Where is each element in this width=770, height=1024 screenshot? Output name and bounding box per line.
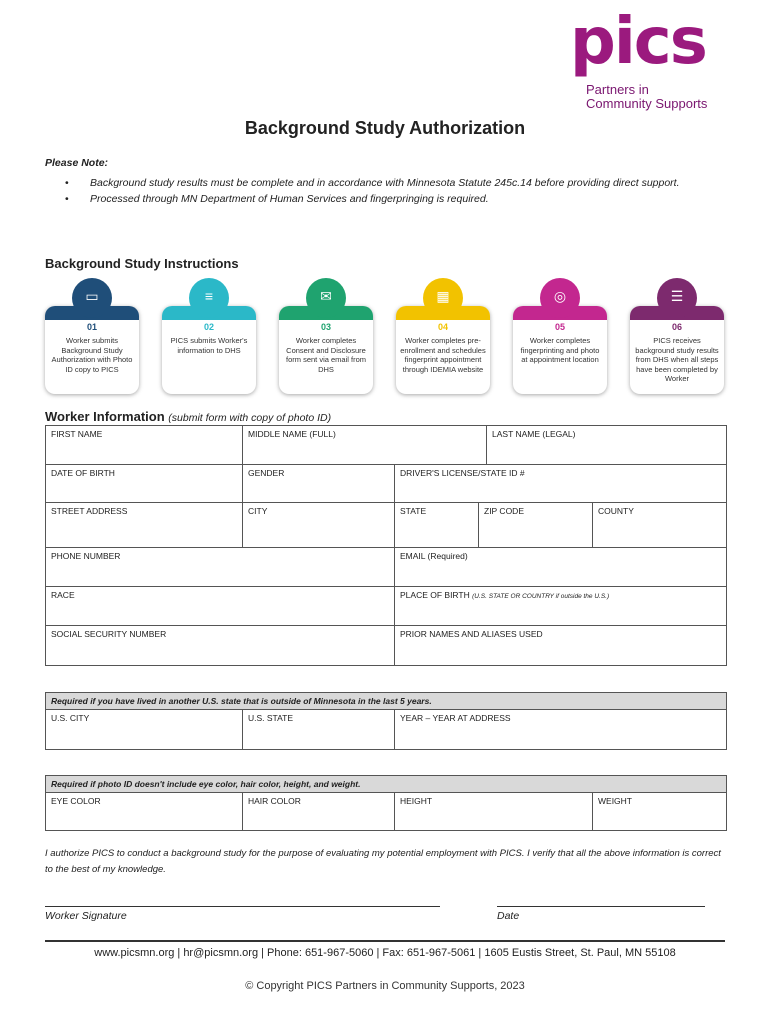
other-state-table	[45, 692, 727, 750]
last-name-field[interactable]	[487, 426, 727, 465]
step-description: Worker completes fingerprinting and photo at appointment location	[520, 336, 600, 364]
step-number: 01	[86, 322, 97, 332]
note-list	[65, 175, 715, 207]
photo-id-heading: Required if photo ID doesn't include eye color, hair color, height, and weight.	[46, 776, 727, 793]
birthplace-label: PLACE OF BIRTH	[400, 590, 470, 600]
worker-info-subheading: (submit form with copy of photo ID)	[168, 412, 332, 424]
email-icon: ✉	[320, 288, 332, 304]
instruction-step	[279, 278, 373, 394]
county-field[interactable]	[593, 503, 727, 548]
dob-field[interactable]	[46, 465, 243, 503]
pics-logo: pics	[570, 5, 706, 79]
state-label: STATE	[400, 506, 427, 516]
zip-label: ZIP CODE	[484, 506, 524, 516]
middle-name-field[interactable]	[243, 426, 487, 465]
county-label: COUNTY	[598, 506, 634, 516]
race-label: RACE	[51, 590, 75, 600]
us-city-field[interactable]	[46, 710, 243, 750]
last-name-label: LAST NAME (LEGAL)	[492, 429, 576, 439]
city-field[interactable]	[243, 503, 395, 548]
ssn-field[interactable]	[46, 626, 395, 666]
eye-color-label: EYE COLOR	[51, 796, 101, 806]
us-city-label: U.S. CITY	[51, 713, 90, 723]
logo-tagline	[586, 83, 707, 111]
step-description: Worker submits Background Study Authorization with Photo ID copy to PICS	[51, 336, 133, 374]
phone-field[interactable]	[46, 548, 395, 587]
worker-info-table	[45, 425, 727, 666]
weight-label: WEIGHT	[598, 796, 632, 806]
height-label: HEIGHT	[400, 796, 433, 806]
weight-field[interactable]	[593, 793, 727, 831]
footer-contact: www.picsmn.org | hr@picsmn.org | Phone: 651-967-5060 | Fax: 651-967-5061 | 1605 Eustis Street, St. Paul, MN 55108	[94, 947, 676, 959]
photo-id-table	[45, 775, 727, 831]
middle-name-label: MIDDLE NAME (FULL)	[248, 429, 336, 439]
step-number: 05	[554, 322, 565, 332]
ssn-label: SOCIAL SECURITY NUMBER	[51, 629, 167, 639]
worker-signature-line[interactable]	[45, 906, 440, 907]
note-item: • Background study results must be complete and in accordance with Minnesota Statute 245c.14 before providing direct support.	[65, 175, 715, 191]
instruction-step	[513, 278, 607, 394]
phone-label: PHONE NUMBER	[51, 551, 121, 561]
us-state-label: U.S. STATE	[248, 713, 294, 723]
step-number: 04	[437, 322, 448, 332]
step-number: 03	[320, 322, 331, 332]
step-description: PICS submits Worker's information to DHS	[170, 336, 248, 355]
step-number: 02	[203, 322, 214, 332]
height-field[interactable]	[395, 793, 593, 831]
license-label: DRIVER'S LICENSE/STATE ID #	[400, 468, 525, 478]
calendar-icon: ▦	[436, 288, 450, 304]
fingerprint-icon: ◎	[553, 288, 567, 304]
date-line[interactable]	[497, 906, 705, 907]
step-description: PICS receives background study results from DHS when all steps have been completed by Worker	[635, 336, 719, 383]
hair-color-label: HAIR COLOR	[248, 796, 301, 806]
instructions-heading: Background Study Instructions	[45, 256, 239, 271]
step-description: Worker completes pre-enrollment and schedules fingerprint appointment through IDEMIA website	[400, 336, 486, 374]
checklist-icon: ☰	[670, 288, 684, 304]
years-label: YEAR – YEAR AT ADDRESS	[400, 713, 511, 723]
page-title: Background Study Authorization	[244, 118, 526, 138]
birthplace-note: (U.S. STATE OR COUNTRY if outside the U.S.)	[472, 593, 610, 600]
logo-tagline-line1: Partners in	[586, 82, 649, 97]
city-label: CITY	[248, 506, 268, 516]
step-description: Worker completes Consent and Disclosure form sent via email from DHS	[285, 336, 367, 374]
prior-names-label: PRIOR NAMES AND ALIASES USED	[400, 629, 543, 639]
instruction-step	[162, 278, 256, 394]
step-number: 06	[671, 322, 682, 332]
date-label: Date	[497, 910, 520, 922]
birthplace-field[interactable]	[395, 587, 727, 626]
race-field[interactable]	[46, 587, 395, 626]
footer-divider	[45, 940, 725, 942]
zip-field[interactable]	[479, 503, 593, 548]
license-field[interactable]	[395, 465, 727, 503]
worker-signature-label: Worker Signature	[45, 910, 127, 922]
instruction-step	[630, 278, 724, 394]
street-field[interactable]	[46, 503, 243, 548]
gender-field[interactable]	[243, 465, 395, 503]
instruction-step	[396, 278, 490, 394]
logo-tagline-line2: Community Supports	[586, 96, 708, 111]
prior-names-field[interactable]	[395, 626, 727, 666]
id-card-icon: ▭	[85, 288, 99, 304]
hair-color-field[interactable]	[243, 793, 395, 831]
document-icon: ≡	[204, 288, 214, 304]
worker-info-title: Worker Information	[45, 409, 165, 424]
gender-label: GENDER	[248, 468, 285, 478]
first-name-field[interactable]	[46, 426, 243, 465]
authorization-text: I authorize PICS to conduct a background study for the purpose of evaluating my potential employment with PICS. I verify that all the above information is correct to the best of my knowledge.	[45, 848, 721, 875]
email-field[interactable]	[395, 548, 727, 587]
us-state-field[interactable]	[243, 710, 395, 750]
other-state-heading: Required if you have lived in another U.S. state that is outside of Minnesota in the last 5 years.	[46, 693, 727, 710]
eye-color-field[interactable]	[46, 793, 243, 831]
email-label: EMAIL (Required)	[400, 551, 468, 561]
copyright: © Copyright PICS Partners in Community Supports, 2023	[245, 980, 525, 992]
note-item: • Processed through MN Department of Human Services and fingerpringing is required.	[65, 191, 715, 207]
state-field[interactable]	[395, 503, 479, 548]
first-name-label: FIRST NAME	[51, 429, 103, 439]
dob-label: DATE OF BIRTH	[51, 468, 115, 478]
street-label: STREET ADDRESS	[51, 506, 128, 516]
worker-info-heading	[45, 409, 331, 424]
note-heading: Please Note:	[45, 157, 109, 169]
years-field[interactable]	[395, 710, 727, 750]
instruction-step	[45, 278, 139, 394]
